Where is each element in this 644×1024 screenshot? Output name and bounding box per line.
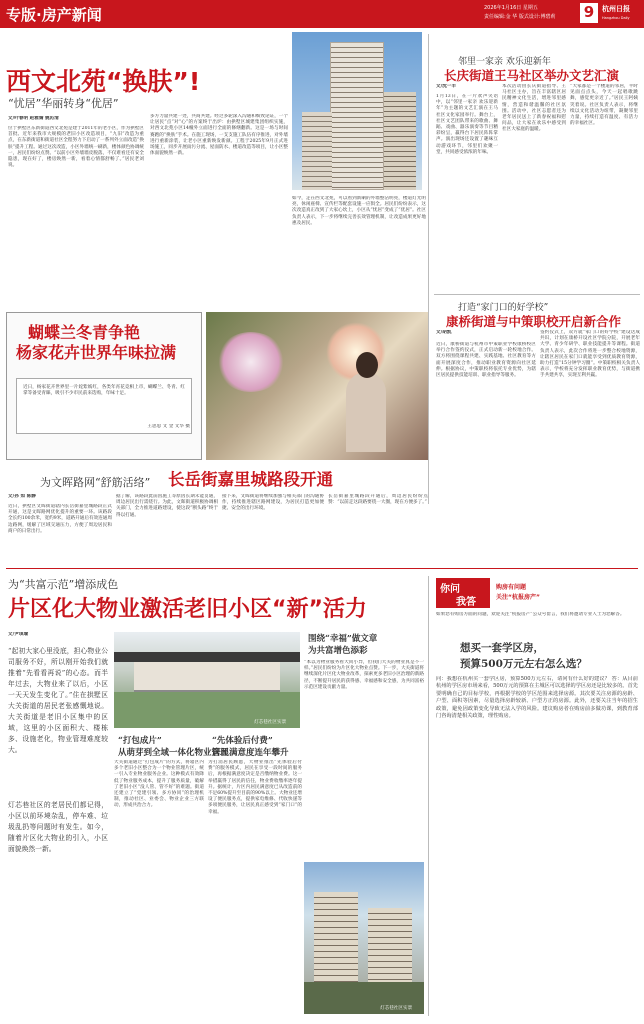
article-2-title: 长庆街道王马社区举办文艺汇演 (444, 68, 620, 83)
qa-icon (436, 578, 490, 608)
section-title: 专版·房产新闻 (6, 6, 102, 24)
article-2-col2: 本次活动由长庆街道指导、王马社区主办，旨在丰富辖区居民精神文化生活，增进邻里感情，营造和谐温馨的社区氛围。活动中，社区志愿者还为老年居民送上了新春祝福和慰问品，让大家在欢乐中感受到社区大家庭的温暖。 (502, 84, 566, 133)
big-byline: 文/尹琪瑜 (8, 632, 29, 637)
sub-3-title: 围绕“幸福”做文章 (308, 634, 378, 644)
article-4-kicker: 为文晖路网“舒筋活络” (40, 476, 151, 489)
big-title: 片区化大物业激活老旧小区“新”活力 (8, 597, 367, 622)
article-1-col1: 位于拱墅区东新街道西文北苑是建于2011年的老小区，作为拱墅区首批、近年来我市大规模的老旧小区改造项目，“九旧”改造为重点，在东新街道和街道社区全程努力下启动了一系列外立面改造“换肤”提升工程。通过这次改造，小区外墙统一刷新，楼体颜色协调统一，居民们纷纷点赞。“以前小区外墙墙皮脱落，不仅难看还有安全隐患，现在好了，楼房焕然一新，看着心情都舒畅了。”居民老刘说。 (8, 126, 144, 169)
flower-photo (206, 312, 428, 460)
article-4-col4: 长岳街嘉里城路段开通后，周边居民纷纷点赞：“以前走这段路要绕一大圈，现在方便多了。” (328, 494, 428, 506)
article-3-kicker: 打造“家门口的好学校” (458, 303, 549, 313)
sub-3-body: “本以为物业服务看大同小异，但我们大关的物业真是不一样。”居民们纷纷为片区化大物业点赞。下一步，大关街道将继续深化片区化大物业改革，探索更多老旧小区治理的新路径，不断提升居民的获得感、幸福感和安全感，为共同富裕示范区建设贡献力量。 (304, 660, 424, 690)
qa-icon-ask: 你问 (440, 584, 460, 595)
qa-note: 如果您有购房方面的问题，欢迎关注“杭报房产”公众号留言，我们将邀请专业人士为您解答。 (436, 612, 625, 617)
qa-tag-2: 关注“杭报房产” (496, 594, 540, 601)
article-4-col1: 近日，拱墅区文晖街道辖内长岳街嘉里城路段正式开通，这是文晖路网优化提升的重要一环。该路段全长约100余米，宽约9米，道路开通后有效连通周边路网，缓解了区域交通压力，方便了周边居民和商户的日常出行。 (8, 504, 112, 534)
page-number: 9 (580, 3, 598, 23)
sub-2-title: “先体验后付费” (212, 736, 273, 746)
sub-3-subtitle: 为共富增色添彩 (308, 646, 368, 656)
article-3-title: 康桥街道与中策职校开启新合作 (446, 314, 622, 329)
sub-1-body: 大关街道通过“打包成片”的方式，将辖区内多个老旧小区整合为一个物业管理片区，统一引入专业物业服务企业。这种模式有效降低了物业服务成本，提升了服务质量，破解了老旧小区“没人管、管不好”的难题。街道还建立了“党建引领、多方协同”的治理机制，推动社区、业委会、物业企业三方联动，形成共治合力。 (114, 760, 204, 809)
sub-1-title: “打包成片” (118, 736, 162, 746)
article-4-col3: 接下来，文晖街道将继续加强与相关部门的沟通协作，持续推进辖区路网建设，为居民打造更加便捷、安全的出行环境。 (222, 494, 324, 512)
article-1-col2: 多方力量共建一处，共商共建。经过多轮深入沟通和细致论证，一个让居民“点”对“心”的方案终于出炉：由拱墅区城建集团组织实施，对西文北苑小区14幢外立面进行全面的修缮翻新。这是一场与时间赛跑的“换肤”手术。在施工现场，一支支施工队伍有序推进，对外墙进行重新涂装，让老小区重新焕发新颜。工程于2025年9月正式进场施工，同步开展雨污分流、屋面防水、楼道改造等项目，让小区整体面貌焕然一新。 (150, 114, 288, 157)
article-2-byline: 文/沈一丰 (436, 84, 457, 89)
qa-tag: 购房有问题 (496, 584, 527, 591)
paper-name: 杭州日报 (602, 4, 630, 13)
article-1-subtitle: “忧居”华丽转身“优居” (8, 97, 119, 110)
paper-en: Hangzhou Daily (602, 16, 630, 20)
article-4-title: 长岳街嘉里城路段开通 (168, 470, 333, 489)
feature-credit: 王思思 文 金 文华 摄 (147, 424, 190, 429)
big-lead: “起初大家心里没底，担心物业公司服务不好，所以刚开始我们就推着“先看看再说”的心态。而半年过去，大物业来了以后，小区一天天发生变化了。”住在拱墅区大关街道的居民老张感慨地说。大关街道是老旧小区集中的区域，这里的小区面积大、楼栋多、设施老化，物业管理难度较大。 (8, 647, 108, 754)
sub-1-subtitle: 从萌芽到全域一体化物业管理 (118, 748, 229, 758)
feature-title-2: 杨家花卉世界年味拉满 (16, 343, 177, 362)
article-2-kicker: 邻里一家亲 欢乐迎新年 (458, 57, 551, 67)
article-1-title: 西文北苑“换肤”! (6, 67, 201, 96)
big-lead-2: 灯芯巷社区的老居民们都记得，小区以前环境杂乱，停车难、垃圾乱扔等问题时有发生。如今，随着片区化大物业的引入，小区面貌焕然一新。 (8, 801, 108, 853)
feature-title-1: 蝴蝶兰冬青争艳 (28, 323, 141, 342)
community-photo-1 (114, 632, 300, 728)
photo-2-caption: 灯芯巷社区实景 (380, 1006, 413, 1011)
qa-title-1: 想买一套学区房， (460, 642, 544, 654)
article-2-col3: “大家都是一个楼道的邻居，平时见面点点头，今天一起唱歌跳舞，感觉更亲近了。”居民王阿姨笑着说。社区负责人表示，将继续以文化活动为纽带，凝聚邻里力量，持续打造有温度、有活力的幸福社区。 (570, 84, 638, 127)
sub-2-body: 为打消居民顾虑，大物业推出“先体验后付费”的服务模式，居民在享受一段时间的服务后，再根据满意度决定是否缴纳物业费。这一举措赢得了居民的信任，物业费收缴率逐年提升。据统计，片区内居民满意度已从改造前的不足60%提升至目前的90%以上。大物业还增设了便民服务点，提供家电维修、代收快递等多项便民服务，让居民真正感受到“家门口”的幸福。 (208, 760, 302, 815)
article-3-byline: 文/胡凯 (436, 330, 452, 335)
article-4-byline: 文/孙 如 陈静 (8, 494, 36, 499)
qa-title-2: 预算500万元左右怎么选？ (460, 658, 587, 670)
article-4-col2: 据了解，该路段此前因施工等原因长期未能贯通，周边居民出行需绕行。为此，文晖街道积极协调相关部门，全力推进道路建设，使这段“断头路”终于得以打通。 (116, 494, 218, 518)
community-photo-2 (304, 862, 424, 1014)
qa-icon-answer: 我答 (456, 597, 476, 608)
qa-body: 问：我想在杭州买一套学区房，预算500万元左右，请问有什么好的建议？ 答：从目前杭州的学区房市场来看，500万元的预算在主城区可以选择的学区房还是比较多的。首先要明确自己的目标学校，再根据学校的学区范围来选择房源。其次要关注房源的房龄、户型、面积等因素，尽量选择房龄较新、户型方正的房源。此外，还要关注当年的招生政策，避免因政策变化导致无法入学的风险。建议购房者在购房前多做功课，到教育部门咨询清楚相关政策，理性购房。 (436, 676, 638, 720)
editor-line: 责任编辑:金 华 版式设计:傅碧莉 (484, 14, 556, 20)
page-header (0, 0, 644, 28)
date-line: 2026年1月16日 星期五 (484, 5, 538, 11)
big-kicker: 为“共富示范”增添成色 (8, 578, 119, 591)
article-3-col1: 近日，康桥街道与杭州市中策职业学校康桥校区举行合作签约仪式，正式启动新一轮校地合作。双方将围绕课程共建、实践基地、社区教育等方面开展深度合作，推动职业教育资源向社区延伸。根据协议，中策职校将依托专业优势，为辖区居民提供技能培训、职业指导等服务。 (436, 342, 536, 379)
photo-1-caption: 灯芯巷社区实景 (254, 720, 287, 725)
article-2-col1: 1月13日，在一片欢声笑语中，以“邻里一家亲 欢乐迎新年”为主题的文艺汇演在王马社区文化家园举行。舞台上，社区文艺团队带来的歌曲、舞蹈、戏曲、器乐演奏等节目精彩纷呈，赢得台下居民阵阵掌声。演出现场还设置了趣味互动游戏环节，邻里们欢聚一堂，共同感受浓浓的年味。 (436, 94, 498, 155)
building-photo (292, 32, 422, 190)
feature-lead: 近日，杨家花卉世界里一片姹紫嫣红，各类年宵花竞相上市，蝴蝶兰、冬青、红掌等备受青睐，吸引不少市民前来选购，年味十足。 (16, 378, 192, 434)
article-1-col3: 如今，走在西文北苑，可以看到新刷的外墙整洁明亮，楼道灯光明亮，休闲座椅、宣传栏等配套设施一应俱全。居民们纷纷表示，这次改造真正改到了大家心坎上，小区从“忧居”变成了“优居”。社区负责人表示，下一步将继续完善长效管理机制，让改造成果更好地惠及居民。 (292, 196, 426, 226)
sub-2-subtitle: 居民满意度连年攀升 (212, 748, 289, 758)
article-1-byline: 文/叶春明 赵雅婧 姚沁清 (8, 116, 59, 121)
article-3-col2: 签约仪式上，双方就“家门口的好学校”建设达成共识，计划在康桥开设社区学院分院，开展老年大学、青少年研学、职业技能提升等课程。街道负责人表示，此次合作将进一步整合校地资源，让辖区居民在家门口就能享受到优质教育资源，助力打造“15分钟学习圈”。中策职校相关负责人表示，学校将充分发挥职业教育优势，与街道携手共建共享，实现互利共赢。 (540, 330, 640, 379)
